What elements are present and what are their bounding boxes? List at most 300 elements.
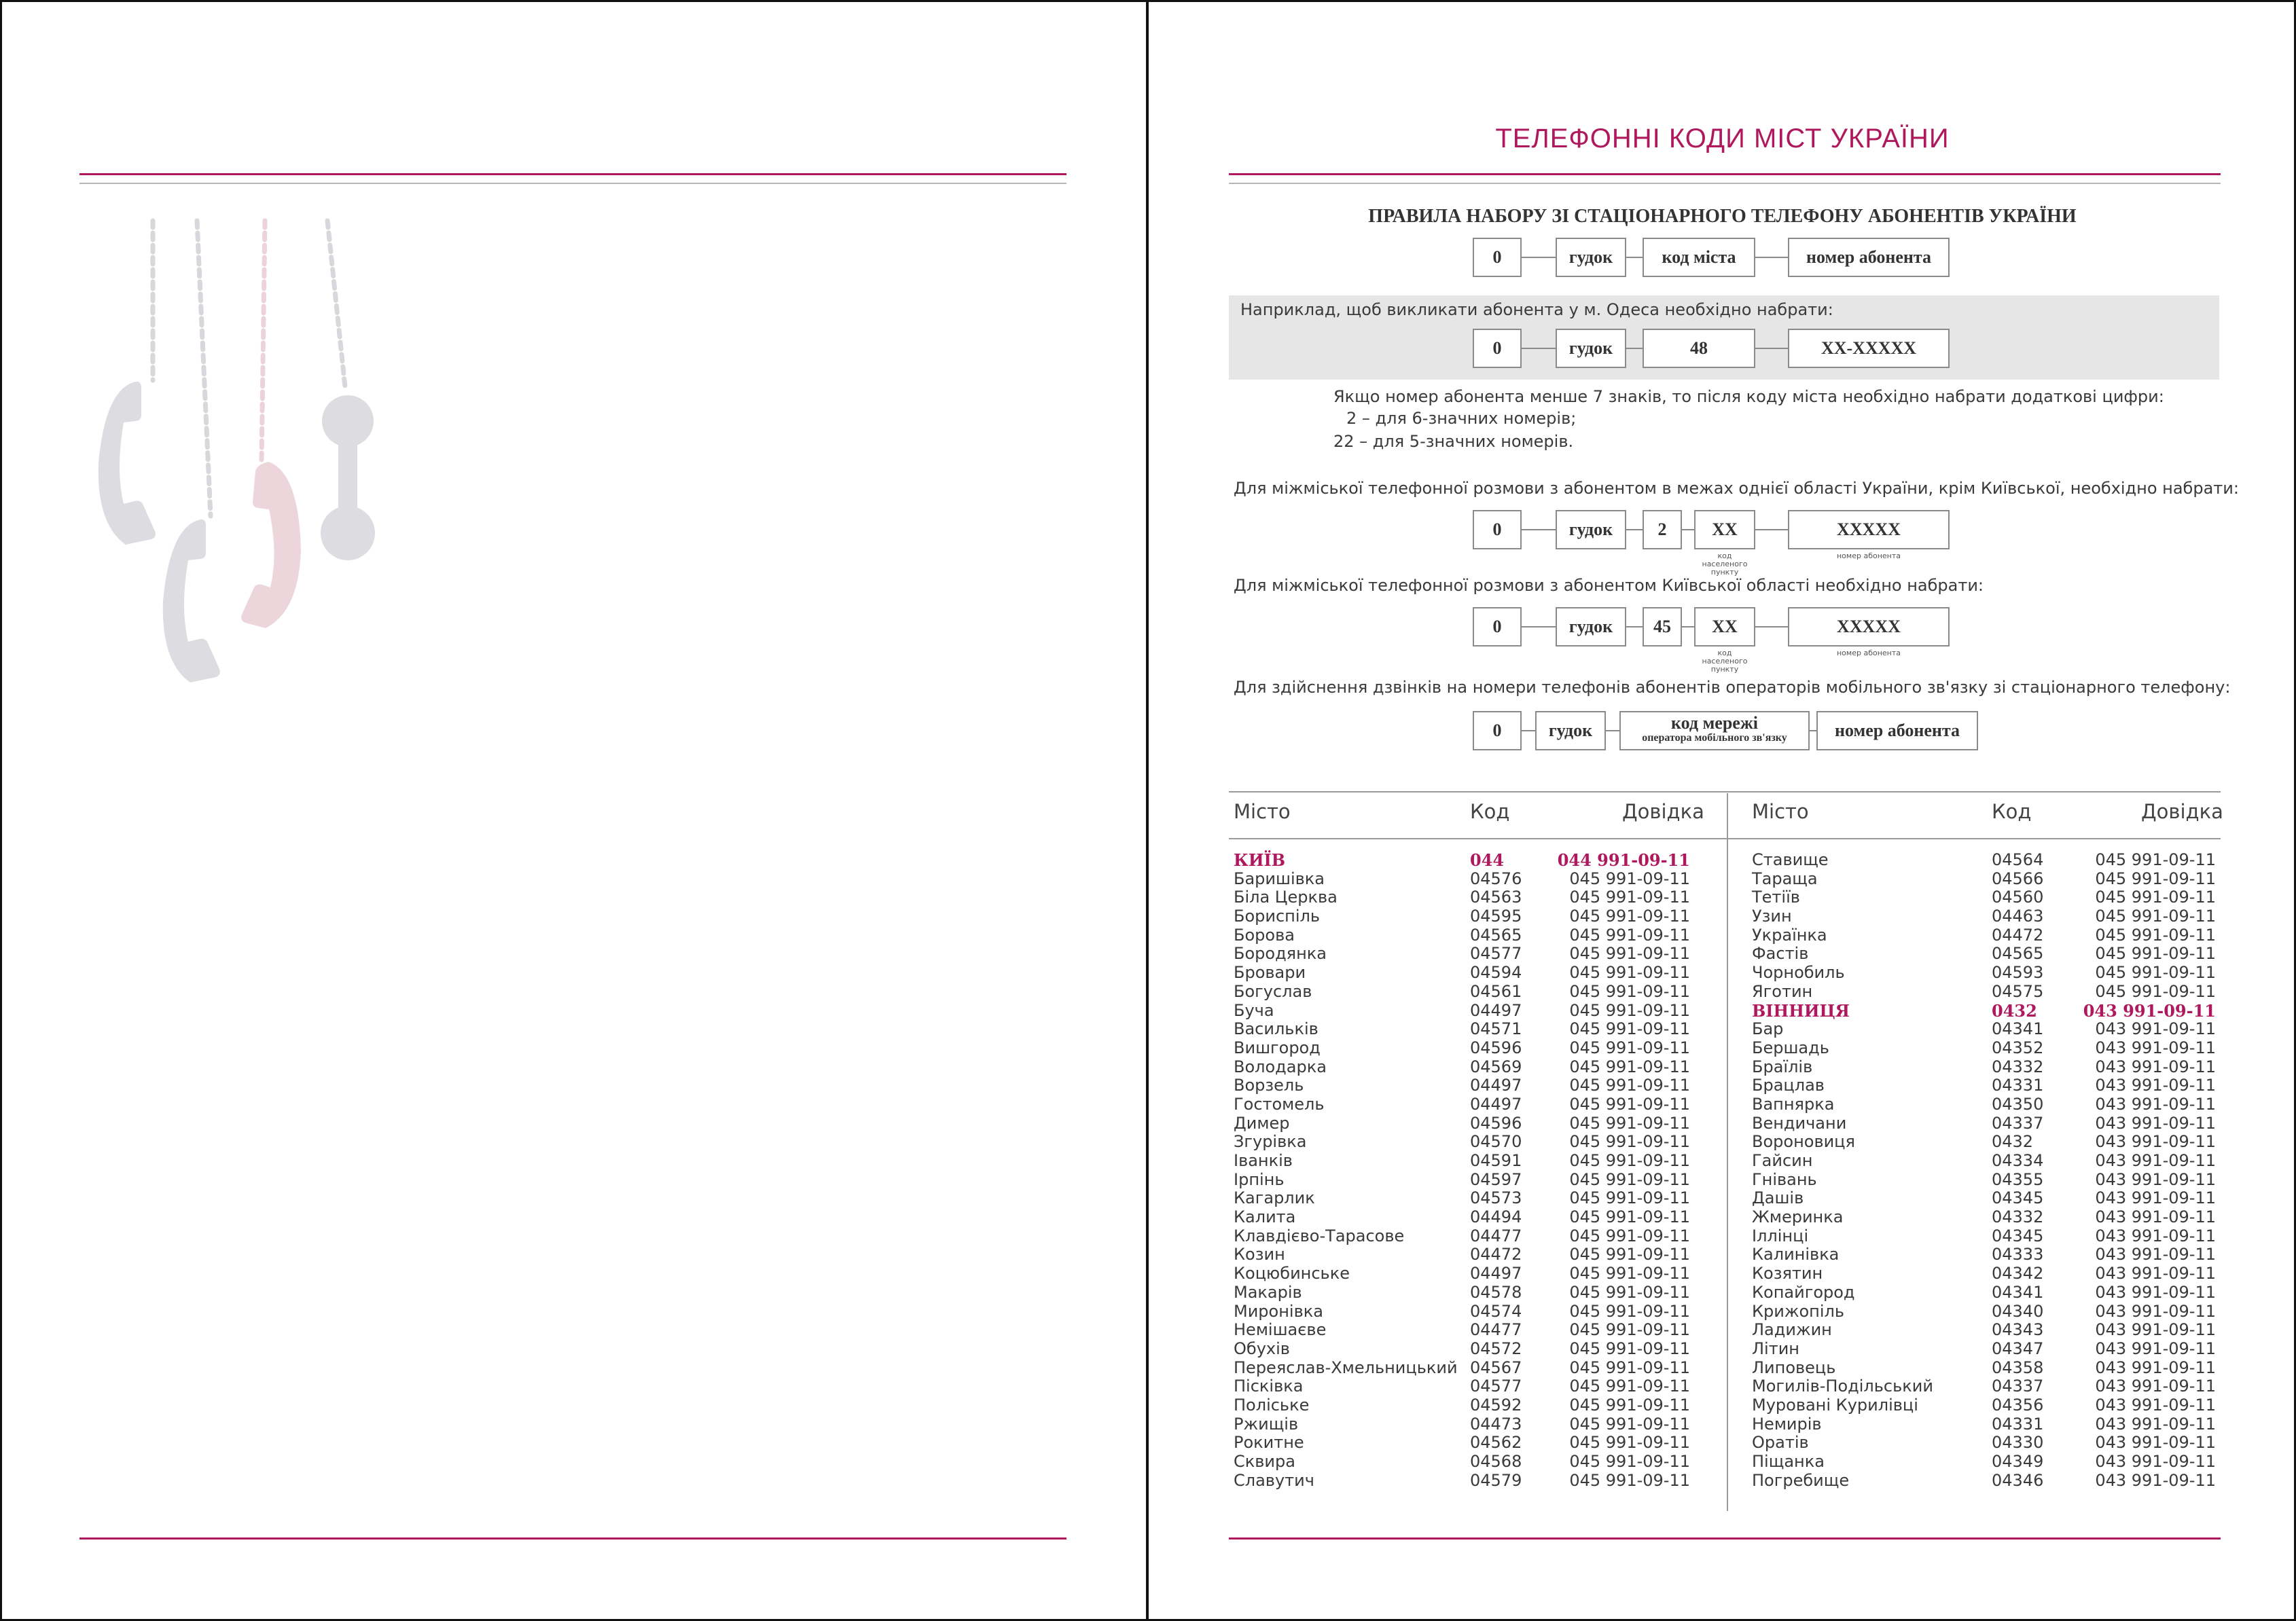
cell-code: 04345 (1992, 1226, 2044, 1245)
cell-code: 04333 (1992, 1245, 2044, 1264)
cell-city: Немішаєве (1234, 1320, 1327, 1340)
cell-city: Іллінці (1752, 1226, 1809, 1245)
cell-help: 045 991-09-11 (1569, 1076, 1690, 1095)
cell-city: Гнівань (1752, 1169, 1817, 1189)
cell-help: 045 991-09-11 (1569, 1301, 1690, 1321)
dial-box-city-code: 48 (1643, 329, 1755, 368)
table-row (1752, 1152, 2217, 1171)
table-row (1752, 907, 2217, 926)
cell-code: 04595 (1470, 907, 1522, 926)
cell-city: Брацлав (1752, 1076, 1825, 1095)
cell-city: Бар (1752, 1019, 1784, 1039)
right-footer-rule (1229, 1537, 2221, 1540)
cell-code: 04346 (1992, 1470, 2044, 1490)
intercity-text: Для міжміської телефонної розмови з абонентом в межах однієї області України, крім Київської, необхідно набрати: (1234, 479, 2239, 498)
cell-help: 045 991-09-11 (1569, 1358, 1690, 1377)
cell-help: 045 991-09-11 (1569, 1113, 1690, 1133)
table-row (1752, 1189, 2217, 1208)
table-row (1752, 964, 2217, 983)
cell-city: Бориспіль (1234, 907, 1321, 926)
table-row (1752, 1058, 2217, 1077)
cell-help: 045 991-09-11 (2095, 944, 2216, 964)
table-row (1752, 1359, 2217, 1378)
dial-scheme-intercity (1473, 510, 1975, 577)
table-row (1234, 1321, 1696, 1340)
cell-code: 04349 (1992, 1452, 2044, 1471)
dial-box-zero: 0 (1473, 711, 1522, 750)
table-row (1234, 1039, 1696, 1058)
cell-city: Рокитне (1234, 1433, 1304, 1453)
dial-box-zero: 0 (1473, 238, 1522, 277)
cell-help: 045 991-09-11 (1569, 1188, 1690, 1208)
cell-help: 043 991-09-11 (2095, 1057, 2216, 1076)
cell-code: 04565 (1992, 944, 2044, 964)
cell-help: 045 991-09-11 (1569, 907, 1690, 926)
table-row (1752, 1264, 2217, 1283)
cell-code: 04337 (1992, 1113, 2044, 1133)
cell-code: 04564 (1992, 850, 2044, 869)
table-row (1234, 1076, 1696, 1095)
table-row (1752, 1303, 2217, 1322)
cell-help: 045 991-09-11 (1569, 1000, 1690, 1020)
left-page (0, 0, 1146, 1621)
dial-box-prefix: 45 (1643, 607, 1682, 646)
cell-help: 045 991-09-11 (1569, 1169, 1690, 1189)
table-row (1752, 1283, 2217, 1303)
table-row (1752, 1472, 2217, 1491)
cell-code: 04334 (1992, 1151, 2044, 1170)
cell-help: 043 991-09-11 (2095, 1076, 2216, 1095)
table-row (1752, 1076, 2217, 1095)
cell-code: 04330 (1992, 1433, 2044, 1453)
table-row (1234, 1472, 1696, 1491)
table-row (1752, 1208, 2217, 1227)
caption-subscriber: номер абонента (1836, 551, 1901, 560)
table-row (1752, 1002, 2217, 1021)
cell-code: 04332 (1992, 1057, 2044, 1076)
cell-city: Поліське (1234, 1395, 1310, 1415)
cell-city: Ворзель (1234, 1076, 1304, 1095)
cell-city: Піщанка (1752, 1452, 1825, 1471)
table-column-divider (1727, 793, 1728, 1511)
table-row (1752, 1377, 2217, 1396)
cell-city: Ржищів (1234, 1414, 1299, 1434)
cell-help: 045 991-09-11 (1569, 1470, 1690, 1490)
cell-help: 045 991-09-11 (1569, 1038, 1690, 1057)
cell-help: 045 991-09-11 (2095, 963, 2216, 983)
table-row (1752, 1245, 2217, 1264)
cell-code: 04579 (1470, 1470, 1522, 1490)
cell-code: 04345 (1992, 1188, 2044, 1208)
cell-code: 04472 (1470, 1245, 1522, 1264)
cell-code: 04596 (1470, 1038, 1522, 1057)
cell-code: 04560 (1992, 888, 2044, 907)
table-row (1234, 1020, 1696, 1039)
cell-city: Козятин (1752, 1264, 1823, 1283)
cell-help: 043 991-09-11 (2095, 1151, 2216, 1170)
cell-help: 045 991-09-11 (1569, 925, 1690, 945)
cell-code: 04497 (1470, 1264, 1522, 1283)
cell-code: 04463 (1992, 907, 2044, 926)
cell-code: 04497 (1470, 1000, 1522, 1020)
cell-help: 045 991-09-11 (1569, 1226, 1690, 1245)
table-row (1234, 1303, 1696, 1322)
th-help-right: Довідка (2141, 800, 2223, 823)
cell-city: Згурівка (1234, 1132, 1307, 1152)
cell-code: 04592 (1470, 1395, 1522, 1415)
cell-city: Вапнярка (1752, 1094, 1835, 1114)
th-code-right: Код (1992, 800, 2032, 823)
cell-city: Макарів (1234, 1282, 1302, 1302)
table-row (1234, 907, 1696, 926)
cell-city: Славутич (1234, 1470, 1314, 1490)
cell-help: 045 991-09-11 (1569, 1395, 1690, 1415)
cell-city: Калинівка (1752, 1245, 1840, 1264)
cell-help: 045 991-09-11 (1569, 1338, 1690, 1358)
table-row (1234, 1434, 1696, 1453)
cell-help: 045 991-09-11 (2095, 850, 2216, 869)
table-row (1752, 926, 2217, 945)
cell-help: 043 991-09-11 (2095, 1470, 2216, 1490)
dial-box-tone: гудок (1556, 510, 1626, 549)
cell-city: Бородянка (1234, 944, 1327, 964)
table-right-column (1752, 851, 2217, 1490)
cell-help: 045 991-09-11 (1569, 981, 1690, 1001)
dial-box-locality-code: ХХ (1694, 510, 1755, 549)
cell-city: Миронівка (1234, 1301, 1323, 1321)
cell-city: Українка (1752, 925, 1827, 945)
cell-city: Узин (1752, 907, 1792, 926)
table-row (1234, 1264, 1696, 1283)
cell-help: 043 991-09-11 (2095, 1188, 2216, 1208)
note-line-2: 2 – для 6-значних номерів; (1346, 409, 1577, 428)
cell-help: 045 991-09-11 (1569, 888, 1690, 907)
cell-city: Васильків (1234, 1019, 1319, 1039)
cell-help: 043 991-09-11 (2095, 1264, 2216, 1283)
cell-city: Фастів (1752, 944, 1809, 964)
cell-code: 04352 (1992, 1038, 2044, 1057)
table-row (1234, 1095, 1696, 1114)
cell-code: 04332 (1992, 1207, 2044, 1227)
cell-code: 04331 (1992, 1076, 2044, 1095)
note-line-3: 22 – для 5-значних номерів. (1333, 432, 1574, 451)
table-row (1752, 1396, 2217, 1415)
cell-code: 04596 (1470, 1113, 1522, 1133)
table-top-rule (1229, 791, 2221, 793)
caption-locality-code: код населеного пункту (1702, 551, 1748, 577)
cell-help: 045 991-09-11 (1569, 1414, 1690, 1434)
table-row (1752, 1415, 2217, 1434)
cell-city: Немирів (1752, 1414, 1822, 1434)
cell-code: 04477 (1470, 1226, 1522, 1245)
cell-help: 043 991-09-11 (2095, 1226, 2216, 1245)
cell-city: Богуслав (1234, 981, 1312, 1001)
cell-code: 04566 (1992, 869, 2044, 888)
dial-box-tone: гудок (1535, 711, 1606, 750)
table-row (1752, 1321, 2217, 1340)
cell-city: Баришівка (1234, 869, 1325, 888)
table-row (1752, 870, 2217, 889)
table-row (1234, 945, 1696, 964)
cell-code: 04594 (1470, 963, 1522, 983)
table-row (1752, 888, 2217, 907)
table-row (1234, 1171, 1696, 1190)
cell-code: 04593 (1992, 963, 2044, 983)
dial-box-zero: 0 (1473, 607, 1522, 646)
cell-code: 04563 (1470, 888, 1522, 907)
cell-help: 043 991-09-11 (2095, 1301, 2216, 1321)
table-row (1234, 1340, 1696, 1359)
table-row (1234, 1415, 1696, 1434)
cell-help: 043 991-09-11 (2095, 1113, 2216, 1133)
cell-city: Тараща (1752, 869, 1818, 888)
cell-help: 045 991-09-11 (1569, 944, 1690, 964)
cell-help: 043 991-09-11 (2095, 1094, 2216, 1114)
cell-help: 043 991-09-11 (2095, 1245, 2216, 1264)
table-row (1234, 851, 1696, 870)
dial-box-network-code: код мережі оператора мобільного зв'язку (1619, 711, 1810, 750)
mobile-text: Для здійснення дзвінків на номери телефонів абонентів операторів мобільного зв'язку зі стаціонарного телефону: (1234, 678, 2231, 697)
dial-box-tone: гудок (1556, 329, 1626, 368)
cell-city: ВІННИЦЯ (1752, 1000, 1850, 1021)
cell-city: Ірпінь (1234, 1169, 1285, 1189)
table-row (1234, 1133, 1696, 1152)
cell-code: 04574 (1470, 1301, 1522, 1321)
table-row (1234, 1283, 1696, 1303)
cell-city: Вендичани (1752, 1113, 1847, 1133)
cell-help: 043 991-09-11 (2095, 1414, 2216, 1434)
cell-code: 04477 (1470, 1320, 1522, 1340)
cell-city: Копайгород (1752, 1282, 1855, 1302)
dial-box-prefix: 2 (1643, 510, 1682, 549)
dial-scheme-general (1473, 238, 1975, 277)
cell-code: 04350 (1992, 1094, 2044, 1114)
table-row (1234, 1189, 1696, 1208)
cell-city: Чорнобиль (1752, 963, 1845, 983)
cell-help: 044 991-09-11 (1557, 850, 1690, 870)
cell-code: 04571 (1470, 1019, 1522, 1039)
cell-code: 04356 (1992, 1395, 2044, 1415)
th-help-left: Довідка (1622, 800, 1704, 823)
cell-code: 04343 (1992, 1320, 2044, 1340)
cell-code: 04341 (1992, 1019, 2044, 1039)
left-footer-rule (79, 1537, 1066, 1540)
table-row (1234, 1396, 1696, 1415)
table-row (1234, 926, 1696, 945)
cell-help: 043 991-09-11 (2083, 1000, 2216, 1021)
dial-box-subscriber: ХХХХХ (1788, 607, 1950, 646)
cell-code: 04565 (1470, 925, 1522, 945)
table-row (1752, 1340, 2217, 1359)
cell-city: Пісківка (1234, 1377, 1304, 1396)
cell-code: 04577 (1470, 1377, 1522, 1396)
cell-city: Дашів (1752, 1188, 1804, 1208)
th-city-left: Місто (1234, 800, 1291, 823)
cell-city: Могилів-Подільський (1752, 1377, 1933, 1396)
cell-code: 04569 (1470, 1057, 1522, 1076)
cell-code: 04473 (1470, 1414, 1522, 1434)
dial-box-subscriber: номер абонента (1816, 711, 1978, 750)
cell-city: Біла Церква (1234, 888, 1338, 907)
cell-city: Коцюбинське (1234, 1264, 1350, 1283)
cell-help: 045 991-09-11 (2095, 925, 2216, 945)
cell-city: Браїлів (1752, 1057, 1813, 1076)
cell-city: Ставище (1752, 850, 1829, 869)
cell-city: Вишгород (1234, 1038, 1321, 1057)
table-row (1752, 1095, 2217, 1114)
note-line-1: Якщо номер абонента менше 7 знаків, то після коду міста необхідно набрати додаткові цифри: (1333, 387, 2164, 406)
cell-code: 04341 (1992, 1282, 2044, 1302)
dial-box-subscriber: ХХХХХ (1788, 510, 1950, 549)
cell-city: Тетіїв (1752, 888, 1800, 907)
cell-code: 04577 (1470, 944, 1522, 964)
cell-city: Бершадь (1752, 1038, 1829, 1057)
hanging-phones-illustration-icon (88, 217, 401, 706)
cell-code: 04347 (1992, 1338, 2044, 1358)
cell-city: Кагарлик (1234, 1188, 1315, 1208)
cell-code: 04572 (1470, 1338, 1522, 1358)
right-header-rule (1229, 173, 2221, 189)
cell-city: Бровари (1234, 963, 1306, 983)
kyiv-region-text: Для міжміської телефонної розмови з абонентом Київської області необхідно набрати: (1234, 576, 1984, 595)
cell-code: 04331 (1992, 1414, 2044, 1434)
cell-help: 045 991-09-11 (2095, 888, 2216, 907)
cell-city: Димер (1234, 1113, 1290, 1133)
cell-code: 04494 (1470, 1207, 1522, 1227)
caption-subscriber: номер абонента (1836, 649, 1901, 657)
table-row (1234, 870, 1696, 889)
table-row (1752, 1434, 2217, 1453)
cell-help: 045 991-09-11 (2095, 907, 2216, 926)
cell-city: Липовець (1752, 1358, 1836, 1377)
dial-box-locality-code: ХХ (1694, 607, 1755, 646)
cell-code: 04472 (1992, 925, 2044, 945)
cell-help: 043 991-09-11 (2095, 1358, 2216, 1377)
cell-code: 04561 (1470, 981, 1522, 1001)
cell-help: 045 991-09-11 (1569, 1320, 1690, 1340)
cell-help: 043 991-09-11 (2095, 1377, 2216, 1396)
cell-help: 045 991-09-11 (1569, 1207, 1690, 1227)
cell-help: 045 991-09-11 (1569, 1057, 1690, 1076)
cell-code: 04570 (1470, 1132, 1522, 1152)
cell-code: 04578 (1470, 1282, 1522, 1302)
table-row (1752, 983, 2217, 1002)
cell-help: 045 991-09-11 (2095, 869, 2216, 888)
cell-code: 04597 (1470, 1169, 1522, 1189)
table-header-rule (1229, 838, 2221, 839)
dial-box-tone: гудок (1556, 607, 1626, 646)
cell-help: 043 991-09-11 (2095, 1038, 2216, 1057)
cell-help: 043 991-09-11 (2095, 1320, 2216, 1340)
cell-code: 04567 (1470, 1358, 1522, 1377)
th-city-right: Місто (1752, 800, 1809, 823)
cell-code: 04340 (1992, 1301, 2044, 1321)
cell-city: Вороновиця (1752, 1132, 1855, 1152)
caption-locality-code: код населеного пункту (1702, 649, 1748, 674)
cell-city: Жмеринка (1752, 1207, 1844, 1227)
table-row (1234, 1377, 1696, 1396)
example-text: Наприклад, щоб викликати абонента у м. Одеса необхідно набрати: (1240, 300, 1833, 319)
table-row (1752, 1114, 2217, 1133)
table-row (1234, 1152, 1696, 1171)
dialing-rules-heading: ПРАВИЛА НАБОРУ ЗІ СТАЦІОНАРНОГО ТЕЛЕФОНУ АБОНЕНТІВ УКРАЇНИ (1368, 206, 2077, 227)
cell-city: Гайсин (1752, 1151, 1813, 1170)
table-row (1234, 888, 1696, 907)
cell-city: КИЇВ (1234, 850, 1286, 870)
table-row (1234, 964, 1696, 983)
table-row (1234, 1208, 1696, 1227)
cell-help: 045 991-09-11 (1569, 963, 1690, 983)
th-code-left: Код (1470, 800, 1510, 823)
cell-help: 045 991-09-11 (1569, 1245, 1690, 1264)
cell-help: 043 991-09-11 (2095, 1452, 2216, 1471)
cell-code: 04497 (1470, 1076, 1522, 1095)
cell-help: 045 991-09-11 (1569, 1151, 1690, 1170)
cell-city: Оратів (1752, 1433, 1809, 1453)
table-row (1234, 1227, 1696, 1246)
cell-city: Клавдієво-Тарасове (1234, 1226, 1405, 1245)
dial-box-tone: гудок (1556, 238, 1626, 277)
cell-city: Борова (1234, 925, 1295, 945)
cell-help: 043 991-09-11 (2095, 1338, 2216, 1358)
cell-city: Іванків (1234, 1151, 1293, 1170)
table-row (1752, 1171, 2217, 1190)
cell-code: 0432 (1992, 1000, 2037, 1021)
cell-help: 045 991-09-11 (1569, 1132, 1690, 1152)
cell-help: 045 991-09-11 (1569, 1019, 1690, 1039)
table-row (1752, 851, 2217, 870)
cell-help: 045 991-09-11 (1569, 1264, 1690, 1283)
table-row (1752, 1453, 2217, 1472)
right-page (1149, 0, 2296, 1621)
dial-box-zero: 0 (1473, 329, 1522, 368)
cell-code: 04568 (1470, 1452, 1522, 1471)
dial-scheme-kyiv-region (1473, 607, 1975, 674)
cell-help: 043 991-09-11 (2095, 1395, 2216, 1415)
cell-code: 04342 (1992, 1264, 2044, 1283)
table-row (1752, 1020, 2217, 1039)
cell-code: 04575 (1992, 981, 2044, 1001)
table-row (1234, 983, 1696, 1002)
table-row (1234, 1002, 1696, 1021)
cell-city: Буча (1234, 1000, 1274, 1020)
cell-city: Сквира (1234, 1452, 1295, 1471)
cell-help: 045 991-09-11 (1569, 869, 1690, 888)
dial-box-subscriber: номер абонента (1788, 238, 1950, 277)
cell-city: Яготин (1752, 981, 1813, 1001)
cell-code: 04355 (1992, 1169, 2044, 1189)
cell-code: 04497 (1470, 1094, 1522, 1114)
cell-code: 04576 (1470, 869, 1522, 888)
cell-city: Обухів (1234, 1338, 1290, 1358)
cell-help: 043 991-09-11 (2095, 1282, 2216, 1302)
cell-city: Переяслав-Хмельницький (1234, 1358, 1458, 1377)
cell-city: Гостомель (1234, 1094, 1325, 1114)
cell-help: 043 991-09-11 (2095, 1132, 2216, 1152)
cell-code: 0432 (1992, 1132, 2034, 1152)
dial-scheme-mobile (1473, 711, 1975, 750)
page-title: ТЕЛЕФОННІ КОДИ МІСТ УКРАЇНИ (1495, 124, 1950, 153)
cell-help: 043 991-09-11 (2095, 1019, 2216, 1039)
table-row (1752, 1133, 2217, 1152)
cell-code: 04337 (1992, 1377, 2044, 1396)
cell-city: Козин (1234, 1245, 1285, 1264)
cell-help: 045 991-09-11 (1569, 1433, 1690, 1453)
cell-code: 04562 (1470, 1433, 1522, 1453)
dial-box-subscriber: ХХ-ХХХХХ (1788, 329, 1950, 368)
cell-help: 045 991-09-11 (1569, 1452, 1690, 1471)
cell-code: 04358 (1992, 1358, 2044, 1377)
